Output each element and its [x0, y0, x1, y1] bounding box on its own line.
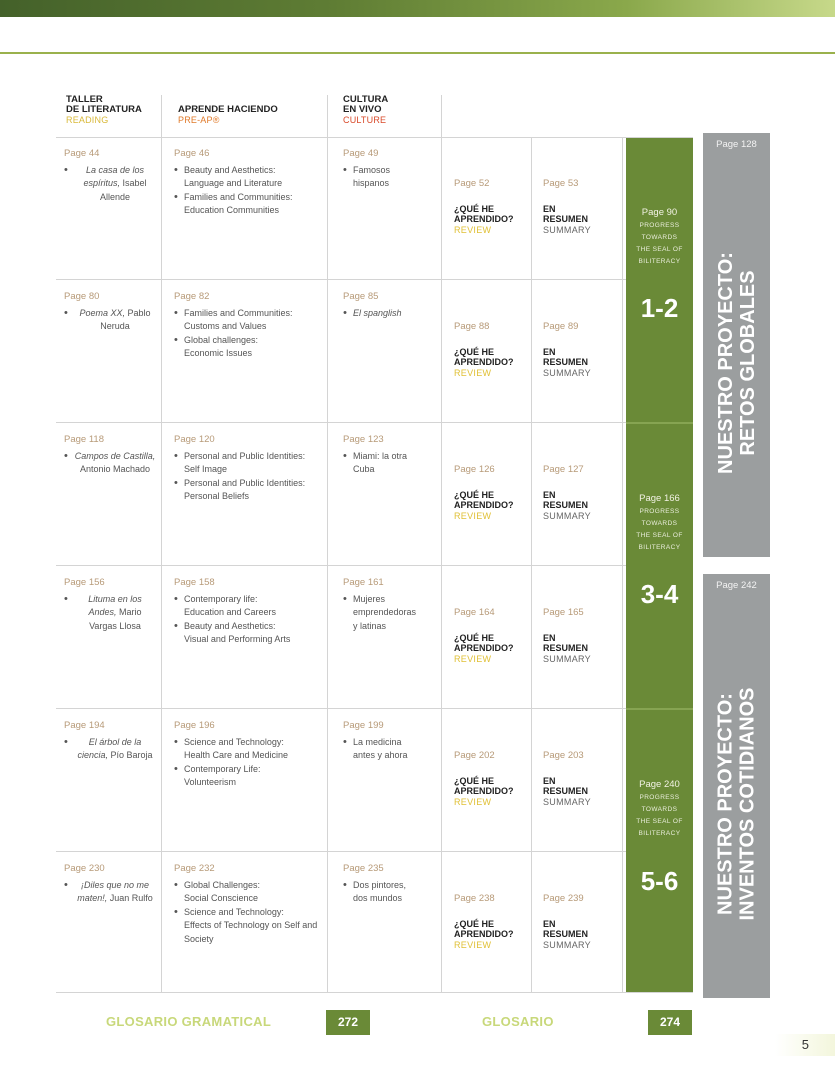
glosario-gramatical-page: 272: [326, 1010, 370, 1035]
review-title: ¿QUÉ HE: [454, 632, 495, 643]
page-ref: Page 82: [174, 291, 210, 302]
cultura-cell: [343, 290, 423, 320]
top-decorative-bar: [0, 0, 835, 17]
culture-topic: • La medicina antes y ahora: [343, 736, 413, 763]
header-aprende-haciendo: [178, 105, 278, 125]
grid-rule: [56, 137, 693, 138]
progress-block-2: [626, 493, 693, 554]
glosario-label: GLOSARIO: [482, 1014, 554, 1029]
review-title: APRENDIDO?: [454, 214, 514, 224]
summary-cell: [543, 751, 591, 807]
review-cell: [454, 751, 514, 807]
aprende-cell: [174, 862, 324, 946]
summary-title: EN: [543, 203, 556, 214]
header-cultura-en-vivo: [343, 95, 388, 125]
review-subtitle: REVIEW: [454, 510, 492, 521]
cultura-cell: [343, 433, 413, 477]
page-ref: Page 120: [174, 434, 215, 445]
page-ref: Page 128: [716, 139, 757, 150]
progress-label: BILITERACY: [638, 830, 681, 837]
units-label: 5-6: [640, 866, 679, 896]
review-cell: [454, 465, 514, 521]
progress-label: PROGRESS: [639, 222, 680, 229]
progress-divider: [626, 422, 693, 424]
theme: • Global Challenges:: [184, 879, 261, 890]
subtheme: Volunteerism: [184, 777, 237, 787]
page-ref: Page 240: [639, 779, 680, 790]
progress-label: BILITERACY: [638, 544, 681, 551]
page-ref: Page 196: [174, 720, 215, 731]
literary-work: La casa de los espíritus,: [83, 164, 145, 188]
project-title-line1: NUESTRO PROYECTO:: [714, 252, 737, 474]
summary-title: EN: [543, 632, 556, 643]
author: Juan Rulfo: [109, 893, 153, 903]
theme: • Personal and Public Identities:: [184, 477, 306, 488]
summary-subtitle: SUMMARY: [543, 224, 591, 235]
subtheme: Social Conscience: [184, 893, 259, 903]
subtheme: Self Image: [184, 464, 228, 474]
page-ref: Page 88: [454, 321, 490, 332]
page-ref: Page 199: [343, 720, 384, 731]
header-title-line2: EN VIVO: [343, 104, 382, 115]
literatura-cell: [64, 576, 156, 633]
project-title-line1: NUESTRO PROYECTO:: [714, 693, 737, 915]
header-title-line2: DE LITERATURA: [66, 104, 142, 115]
summary-cell: [543, 894, 591, 950]
summary-title: RESUMEN: [543, 786, 589, 796]
cultura-cell: [343, 576, 423, 633]
theme: • Personal and Public Identities:: [184, 450, 306, 461]
review-subtitle: REVIEW: [454, 796, 492, 807]
culture-topic: • Miami: la otra Cuba: [343, 450, 413, 477]
page-ref: Page 90: [641, 207, 678, 218]
page-ref: Page 242: [716, 580, 757, 591]
literary-work: Campos de Castilla,: [74, 450, 156, 461]
subtheme: Language and Literature: [184, 178, 283, 188]
summary-title: EN: [543, 918, 556, 929]
summary-title: RESUMEN: [543, 643, 589, 653]
review-title: ¿QUÉ HE: [454, 346, 495, 357]
literatura-cell: [64, 290, 156, 334]
page-ref: Page 232: [174, 863, 215, 874]
summary-title: RESUMEN: [543, 357, 589, 367]
page-ref: Page 158: [174, 577, 215, 588]
units-label: 1-2: [640, 293, 679, 323]
page-ref: Page 202: [454, 750, 495, 761]
literatura-cell: [64, 862, 156, 906]
literary-work: El árbol de la ciencia,: [77, 736, 142, 760]
subtheme: Education and Careers: [184, 607, 277, 617]
page-ref: Page 49: [343, 148, 379, 159]
grid-divider: [161, 95, 162, 992]
project-title-line2: INVENTOS COTIDIANOS: [736, 687, 759, 921]
page-ref: Page 165: [543, 607, 584, 618]
summary-subtitle: SUMMARY: [543, 939, 591, 950]
page-ref: Page 127: [543, 464, 584, 475]
grid-rule: [56, 708, 626, 709]
page-number: 5: [775, 1034, 835, 1056]
theme: • Families and Communities:: [184, 191, 293, 202]
project-title: [715, 252, 759, 474]
author: Isabel Allende: [99, 178, 147, 202]
progress-block-3: [626, 779, 693, 840]
theme: • Science and Technology:: [184, 736, 284, 747]
header-title-line1: CULTURA: [343, 94, 389, 105]
units-label: 3-4: [640, 579, 679, 609]
subtheme: Education Communities: [184, 205, 280, 215]
page-ref: Page 89: [543, 321, 579, 332]
page-ref: Page 52: [454, 178, 490, 189]
culture-topic: • Mujeres emprendedoras y latinas: [343, 593, 423, 634]
theme: • Contemporary life:: [184, 593, 258, 604]
page-ref: Page 239: [543, 893, 584, 904]
progress-label: PROGRESS: [639, 508, 680, 515]
review-cell: [454, 179, 514, 235]
theme: • Beauty and Aesthetics:: [184, 620, 276, 631]
header-taller-literatura: [66, 95, 142, 125]
theme: • Beauty and Aesthetics:: [184, 164, 276, 175]
theme: • Families and Communities:: [184, 307, 293, 318]
culture-topic: • El spanglish: [343, 307, 423, 321]
summary-title: RESUMEN: [543, 929, 589, 939]
progress-label: BILITERACY: [638, 258, 681, 265]
summary-cell: [543, 608, 591, 664]
page-ref: Page 235: [343, 863, 384, 874]
project-title-line2: RETOS GLOBALES: [736, 270, 759, 456]
summary-title: EN: [543, 346, 556, 357]
subtheme: Personal Beliefs: [184, 491, 250, 501]
project-box-inventos-cotidianos: [703, 574, 770, 998]
page-ref: Page 80: [64, 291, 100, 302]
summary-cell: [543, 322, 591, 378]
header-subtitle: PRE-AP®: [178, 115, 220, 125]
progress-divider: [626, 708, 693, 710]
literary-work: Poema XX,: [79, 307, 125, 318]
grid-divider: [327, 95, 328, 992]
page-ref: Page 164: [454, 607, 495, 618]
summary-subtitle: SUMMARY: [543, 653, 591, 664]
review-title: ¿QUÉ HE: [454, 203, 495, 214]
subtheme: Economic Issues: [184, 348, 253, 358]
literatura-cell: [64, 147, 156, 204]
review-subtitle: REVIEW: [454, 224, 492, 235]
review-title: ¿QUÉ HE: [454, 775, 495, 786]
theme: • Contemporary Life:: [184, 763, 261, 774]
subtheme: Effects of Technology on Self and Society: [184, 920, 318, 944]
page-ref: Page 161: [343, 577, 384, 588]
page-ref: Page 118: [64, 434, 104, 445]
summary-subtitle: SUMMARY: [543, 367, 591, 378]
theme: • Global challenges:: [184, 334, 259, 345]
glosario-page: 274: [648, 1010, 692, 1035]
grid-rule: [56, 992, 693, 993]
aprende-cell: [174, 433, 324, 504]
page-ref: Page 203: [543, 750, 584, 761]
progress-label: THE SEAL OF: [636, 818, 683, 825]
summary-cell: [543, 465, 591, 521]
header-title: APRENDE HACIENDO: [178, 104, 278, 115]
theme: • Science and Technology:: [184, 906, 284, 917]
summary-subtitle: SUMMARY: [543, 796, 591, 807]
subtheme: Health Care and Medicine: [184, 750, 289, 760]
page-ref: Page 46: [174, 148, 210, 159]
literatura-cell: [64, 719, 156, 763]
progress-block-1: [626, 207, 693, 268]
author: Antonio Machado: [79, 464, 151, 474]
page-ref: Page 156: [64, 577, 105, 588]
literatura-cell: [64, 433, 156, 477]
page-ref: Page 53: [543, 178, 579, 189]
grid-divider: [441, 95, 442, 992]
summary-title: RESUMEN: [543, 500, 589, 510]
page-ref: Page 238: [454, 893, 495, 904]
summary-title: EN: [543, 489, 556, 500]
cultura-cell: [343, 147, 423, 191]
aprende-cell: [174, 576, 324, 647]
grid-rule: [56, 851, 626, 852]
aprende-cell: [174, 719, 324, 790]
header-subtitle: CULTURE: [343, 115, 387, 125]
review-subtitle: REVIEW: [454, 653, 492, 664]
grid-rule: [56, 565, 626, 566]
review-title: APRENDIDO?: [454, 929, 514, 939]
review-subtitle: REVIEW: [454, 939, 492, 950]
summary-title: EN: [543, 775, 556, 786]
grid-rule: [56, 422, 626, 423]
project-box-retos-globales: [703, 133, 770, 557]
summary-title: RESUMEN: [543, 214, 589, 224]
culture-topic: • Famosos hispanos: [343, 164, 423, 191]
cultura-cell: [343, 862, 418, 906]
top-rule: [0, 52, 835, 54]
summary-cell: [543, 179, 591, 235]
page-ref: Page 44: [64, 148, 100, 159]
page-ref: Page 126: [454, 464, 495, 475]
subtheme: Visual and Performing Arts: [184, 634, 291, 644]
review-subtitle: REVIEW: [454, 367, 492, 378]
review-title: APRENDIDO?: [454, 500, 514, 510]
review-cell: [454, 608, 514, 664]
summary-subtitle: SUMMARY: [543, 510, 591, 521]
progress-label: THE SEAL OF: [636, 532, 683, 539]
author: Mario Vargas Llosa: [89, 607, 142, 631]
progress-label: TOWARDS: [641, 806, 678, 813]
review-cell: [454, 322, 514, 378]
cultura-cell: [343, 719, 413, 763]
header-title-line1: TALLER: [66, 94, 103, 105]
review-title: ¿QUÉ HE: [454, 918, 495, 929]
literary-work: ¡Diles que no me maten!,: [77, 879, 150, 903]
review-title: APRENDIDO?: [454, 786, 514, 796]
review-title: ¿QUÉ HE: [454, 489, 495, 500]
glosario-gramatical-label: GLOSARIO GRAMATICAL: [106, 1014, 272, 1029]
header-subtitle: READING: [66, 115, 109, 125]
review-title: APRENDIDO?: [454, 643, 514, 653]
page-ref: Page 166: [639, 493, 680, 504]
review-title: APRENDIDO?: [454, 357, 514, 367]
progress-label: THE SEAL OF: [636, 246, 683, 253]
subtheme: Customs and Values: [184, 321, 267, 331]
review-cell: [454, 894, 514, 950]
progress-label: TOWARDS: [641, 520, 678, 527]
author: Pío Baroja: [110, 750, 153, 760]
progress-label: TOWARDS: [641, 234, 678, 241]
grid-rule: [56, 279, 626, 280]
literary-work: Lituma en los Andes,: [88, 593, 142, 617]
culture-topic: • Dos pintores, dos mundos: [343, 879, 418, 906]
page-ref: Page 123: [343, 434, 384, 445]
page-ref: Page 85: [343, 291, 379, 302]
author: Pablo Neruda: [100, 307, 151, 331]
aprende-cell: [174, 147, 322, 218]
page-ref: Page 230: [64, 863, 105, 874]
progress-label: PROGRESS: [639, 794, 680, 801]
page-ref: Page 194: [64, 720, 105, 731]
aprende-cell: [174, 290, 322, 361]
project-title: [715, 688, 759, 921]
